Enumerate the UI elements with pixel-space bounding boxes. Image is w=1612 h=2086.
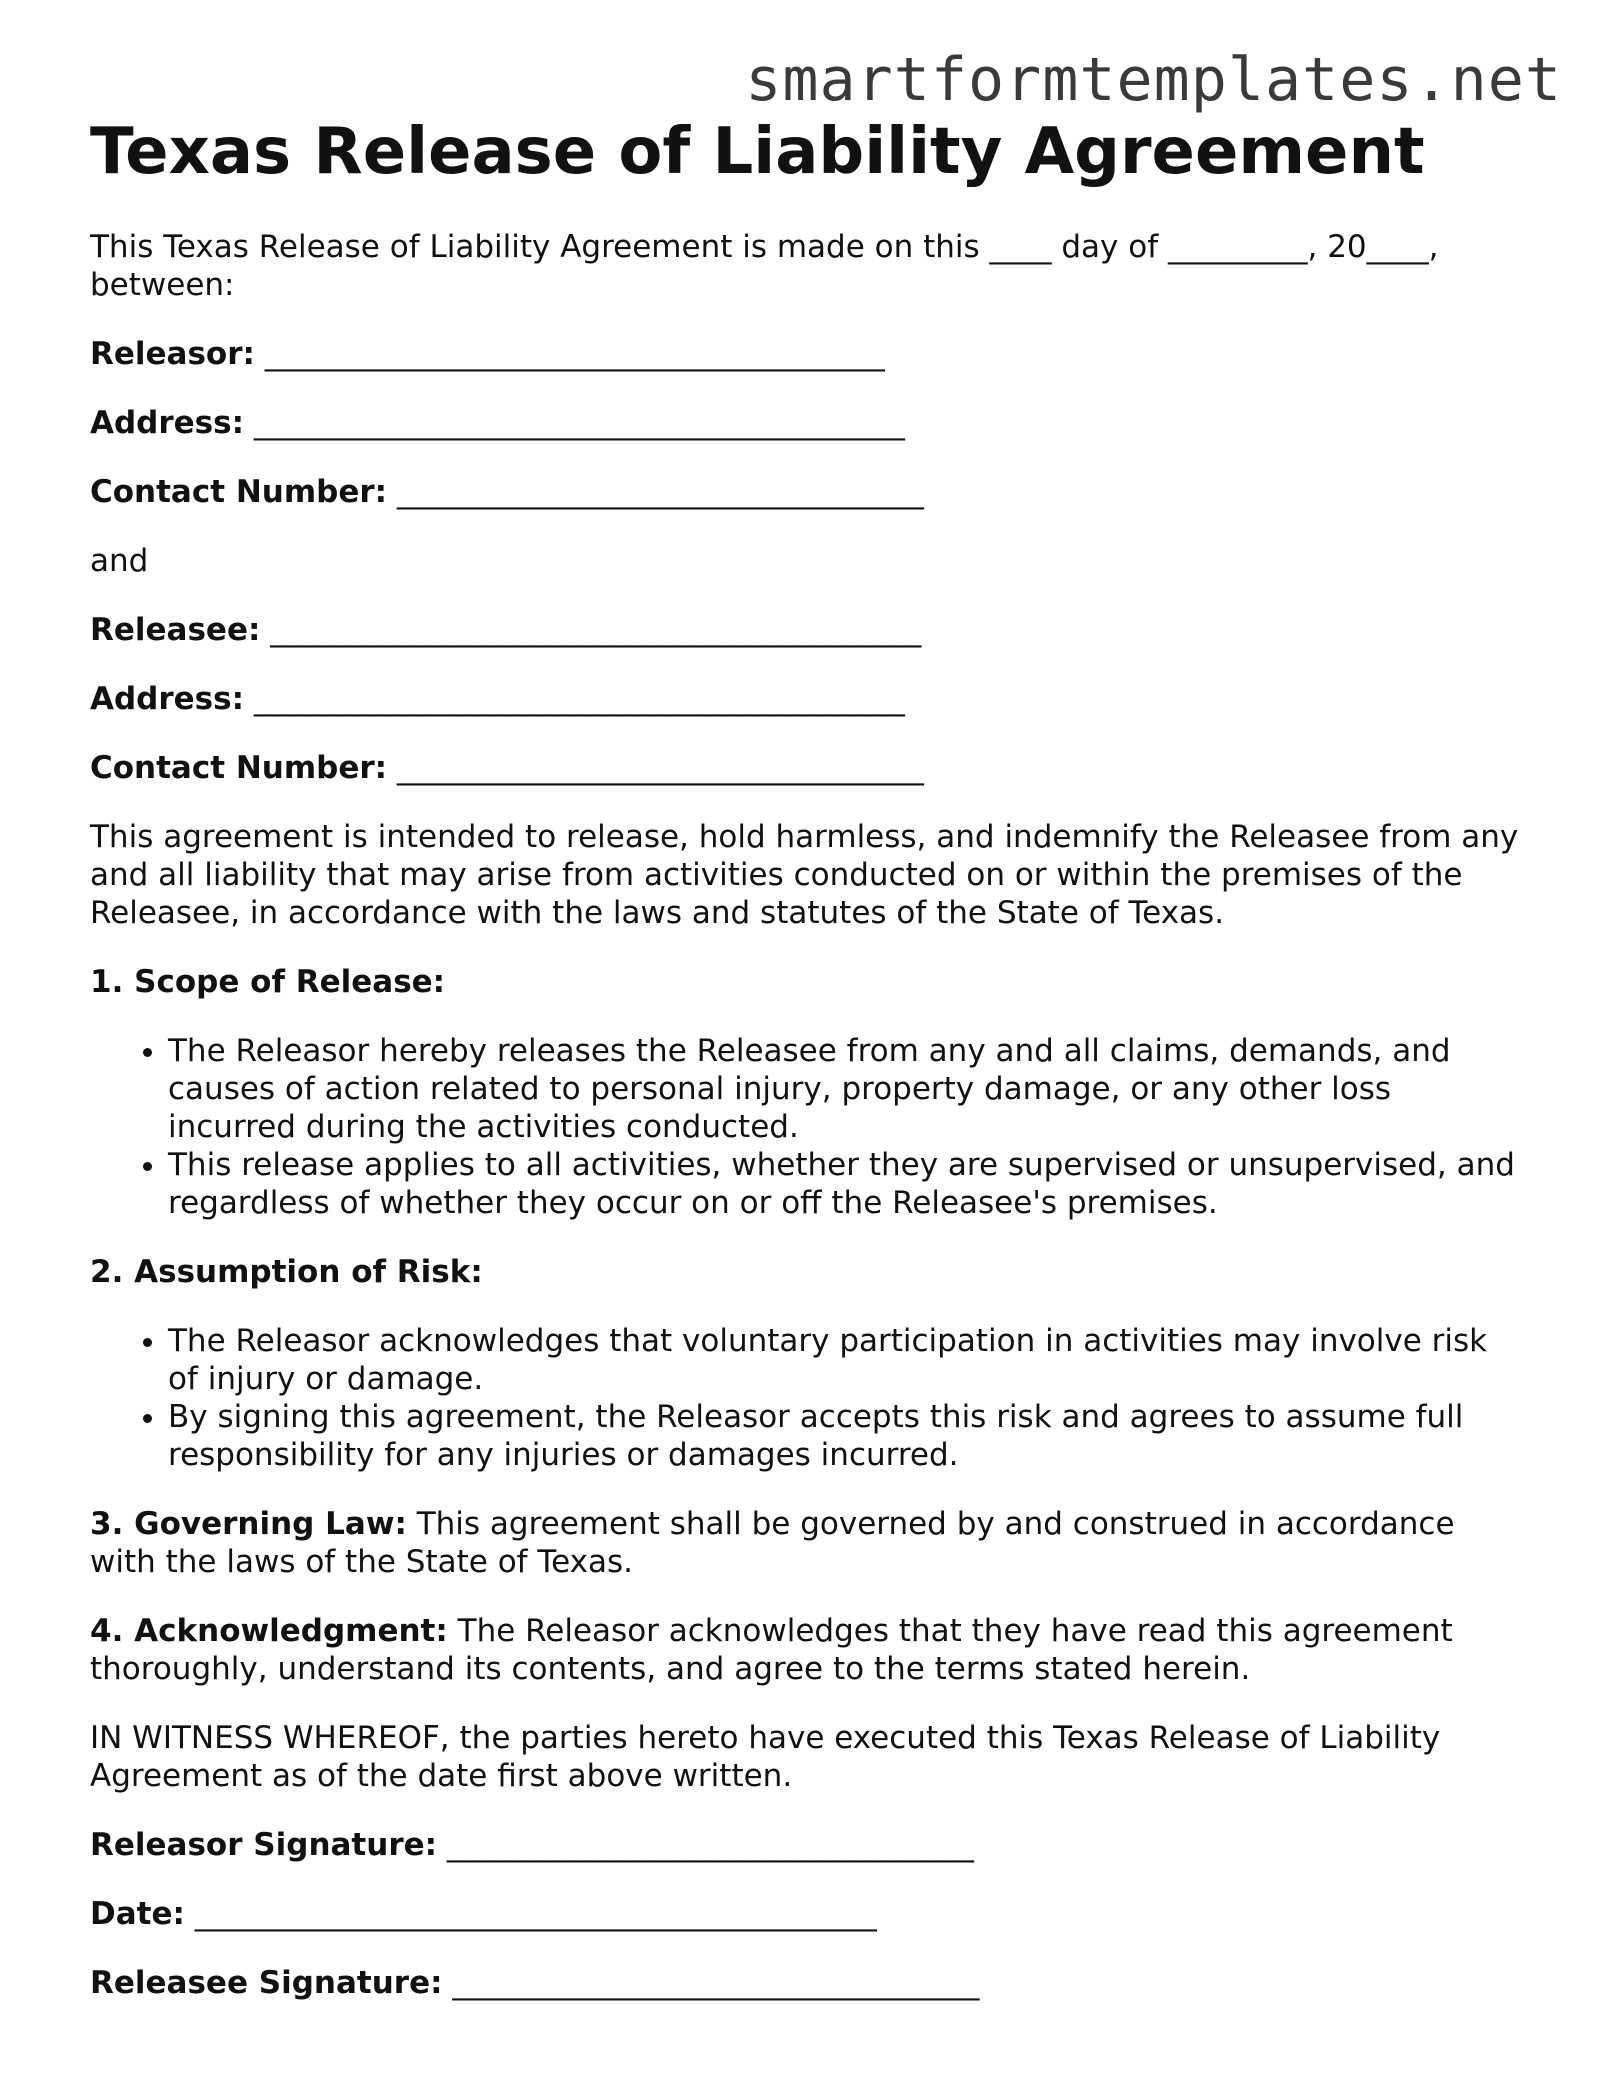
list-item: • The Releasor hereby releases the Releasee from any and all claims, demands, and causes of action related to personal injury, property damage, or any other loss incurred during the activities conducted. (168, 1032, 1520, 1146)
date-blank[interactable]: ____________________________________________ (194, 1896, 877, 1932)
releasor-blank[interactable]: ________________________________________ (264, 336, 885, 372)
list-item: • The Releasor acknowledges that voluntary participation in activities may involve risk of injury or damage. (168, 1322, 1520, 1398)
document-title: Texas Release of Liability Agreement (90, 115, 1425, 189)
section-3-text: This agreement shall be governed by and construed in accordance with the laws of the State of Texas. (90, 1506, 1455, 1580)
witness-paragraph: IN WITNESS WHEREOF, the parties hereto have executed this Texas Release of Liability Agreement as of the date first above written. (90, 1720, 1441, 1794)
section-1-heading: 1. Scope of Release: (90, 964, 446, 1000)
section-2-list (90, 1322, 1520, 1474)
releasee-address-field[interactable] (90, 680, 1520, 718)
releasor-address-field[interactable] (90, 404, 1520, 442)
section-3-paragraph (90, 1505, 1520, 1581)
releasee-signature-field[interactable] (90, 1964, 1520, 2002)
date-label: Date: (90, 1896, 185, 1932)
releasee-name-field[interactable] (90, 611, 1520, 649)
date-field[interactable] (90, 1895, 1520, 1933)
section-4-text: The Releasor acknowledges that they have read this agreement thoroughly, understand its contents, and agree to the terms stated herein. (90, 1613, 1453, 1687)
and-text: and (90, 543, 149, 579)
releasee-blank[interactable]: __________________________________________ (270, 612, 922, 648)
releasor-contact-field[interactable] (90, 473, 1520, 511)
releasor-address-label: Address: (90, 405, 244, 441)
releasor-contact-blank[interactable]: __________________________________ (396, 474, 924, 510)
section-1-list (90, 1032, 1520, 1222)
releasee-contact-label: Contact Number: (90, 750, 388, 786)
list-item: • By signing this agreement, the Releasor accepts this risk and agrees to assume full responsibility for any injuries or damages incurred. (168, 1398, 1520, 1474)
releasor-signature-blank[interactable]: __________________________________ (446, 1827, 974, 1863)
section-3-heading: 3. Governing Law: (90, 1506, 407, 1542)
section-4-heading: 4. Acknowledgment: (90, 1613, 448, 1649)
document-body (90, 228, 1520, 2002)
releasor-name-field[interactable] (90, 335, 1520, 373)
section-2-heading: 2. Assumption of Risk: (90, 1254, 483, 1290)
releasor-contact-label: Contact Number: (90, 474, 388, 510)
list-item: • This release applies to all activities, whether they are supervised or unsupervised, and regardless of whether they occur on or off the Releasee's premises. (168, 1146, 1520, 1222)
releasee-contact-blank[interactable]: __________________________________ (396, 750, 924, 786)
releasee-label: Releasee: (90, 612, 261, 648)
releasor-signature-label: Releasor Signature: (90, 1827, 438, 1863)
section-4-paragraph (90, 1612, 1520, 1688)
purpose-paragraph: This agreement is intended to release, hold harmless, and indemnify the Releasee from any and all liability that may arise from activities conducted on or within the premises of the Releasee, in accordance with the laws and statutes of the State of Texas. (90, 819, 1519, 931)
intro-paragraph: This Texas Release of Liability Agreement is made on this ____ day of _________, 20____, between: (90, 229, 1439, 303)
releasee-address-blank[interactable]: __________________________________________ (253, 681, 905, 717)
releasee-signature-blank[interactable]: __________________________________ (452, 1965, 980, 2001)
releasee-contact-field[interactable] (90, 749, 1520, 787)
document-page (90, 112, 1520, 2033)
releasor-signature-field[interactable] (90, 1826, 1520, 1864)
releasor-address-blank[interactable]: __________________________________________ (253, 405, 905, 441)
watermark: smartformtemplates.net (745, 45, 1562, 115)
releasee-address-label: Address: (90, 681, 244, 717)
releasee-signature-label: Releasee Signature: (90, 1965, 443, 2001)
releasor-label: Releasor: (90, 336, 255, 372)
